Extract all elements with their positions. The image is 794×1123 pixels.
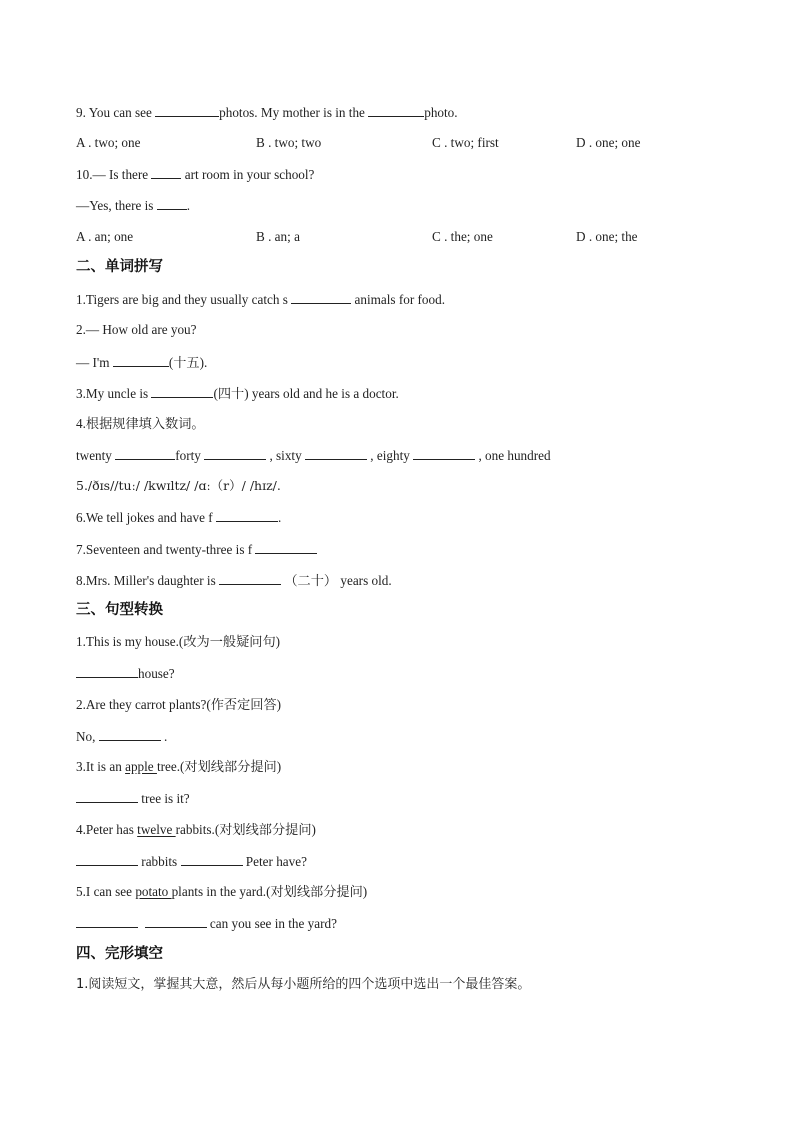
answer-blank[interactable] bbox=[145, 915, 207, 928]
spelling-item-2-question: 2.— How old are you? bbox=[76, 322, 197, 337]
transform-item-1-answer: house? bbox=[76, 665, 175, 682]
transform-item-3-answer: tree is it? bbox=[76, 790, 190, 807]
spelling-item-7: 7.Seventeen and twenty-three is f bbox=[76, 541, 317, 558]
answer-blank[interactable] bbox=[151, 166, 181, 179]
answer-blank[interactable] bbox=[76, 790, 138, 803]
spelling-item-2-answer: — I'm (十五). bbox=[76, 355, 208, 370]
question-10-stem: 10.— Is there art room in your school? bbox=[76, 167, 315, 182]
section-2-title: 二、单词拼写 bbox=[76, 259, 163, 275]
option-a[interactable]: A . two; one bbox=[76, 135, 141, 150]
answer-blank[interactable] bbox=[76, 665, 138, 678]
spelling-item-5-phonetics: 5./ðɪs//tuː/ /kwɪltz/ /ɑː（r）/ /hɪz/. bbox=[76, 478, 281, 493]
underlined-word: apple bbox=[125, 759, 157, 774]
answer-blank[interactable] bbox=[204, 447, 266, 460]
transform-item-1-question: 1.This is my house.(改为一般疑问句) bbox=[76, 634, 281, 649]
spelling-item-1: 1.Tigers are big and they usually catch s animals for food. bbox=[76, 292, 445, 307]
option-a[interactable]: A . an; one bbox=[76, 229, 134, 244]
transform-item-5-question: 5.I can see potato plants in the yard.(对划线部分提问) bbox=[76, 884, 368, 899]
transform-item-3-question: 3.It is an apple tree.(对划线部分提问) bbox=[76, 759, 282, 774]
transform-item-2-question: 2.Are they carrot plants?(作否定回答) bbox=[76, 697, 282, 712]
option-d[interactable]: D . one; one bbox=[576, 135, 641, 150]
answer-blank[interactable] bbox=[151, 385, 213, 398]
spelling-item-8: 8.Mrs. Miller's daughter is （二十） years old. bbox=[76, 573, 392, 588]
option-d[interactable]: D . one; the bbox=[576, 229, 638, 244]
cloze-instructions: 1.阅读短文，掌握其大意，然后从每小题所给的四个选项中选出一个最佳答案。 bbox=[76, 977, 531, 992]
spelling-item-4-title: 4.根据规律填入数词。 bbox=[76, 416, 205, 431]
answer-blank[interactable] bbox=[181, 853, 243, 866]
answer-blank[interactable] bbox=[305, 447, 367, 460]
section-3-title: 三、句型转换 bbox=[76, 602, 163, 618]
answer-blank[interactable] bbox=[76, 915, 138, 928]
answer-blank[interactable] bbox=[113, 354, 169, 367]
answer-blank[interactable] bbox=[216, 509, 278, 522]
answer-blank[interactable] bbox=[255, 541, 317, 554]
answer-blank[interactable] bbox=[157, 197, 187, 210]
underlined-word: potato bbox=[135, 884, 172, 899]
option-b[interactable]: B . an; a bbox=[256, 229, 300, 244]
spelling-item-4-sequence: twenty forty , sixty , eighty , one hundred bbox=[76, 448, 551, 463]
option-c[interactable]: C . two; first bbox=[432, 135, 499, 150]
answer-blank[interactable] bbox=[413, 447, 475, 460]
option-b[interactable]: B . two; two bbox=[256, 135, 322, 150]
answer-blank[interactable] bbox=[219, 572, 281, 585]
underlined-word: twelve bbox=[137, 822, 176, 837]
answer-blank[interactable] bbox=[368, 104, 424, 117]
transform-item-2-answer: No, . bbox=[76, 729, 168, 744]
question-10-reply: —Yes, there is . bbox=[76, 198, 191, 213]
answer-blank[interactable] bbox=[115, 447, 175, 460]
question-9-stem: 9. You can see photos. My mother is in the photo. bbox=[76, 105, 458, 120]
transform-item-4-question: 4.Peter has twelve rabbits.(对划线部分提问) bbox=[76, 822, 316, 837]
option-c[interactable]: C . the; one bbox=[432, 229, 493, 244]
transform-item-4-answer: rabbits Peter have? bbox=[76, 853, 307, 870]
answer-blank[interactable] bbox=[155, 104, 219, 117]
spelling-item-3: 3.My uncle is (四十) years old and he is a doctor. bbox=[76, 386, 399, 401]
answer-blank[interactable] bbox=[76, 853, 138, 866]
section-4-title: 四、完形填空 bbox=[76, 946, 163, 962]
answer-blank[interactable] bbox=[99, 728, 161, 741]
answer-blank[interactable] bbox=[291, 291, 351, 304]
spelling-item-6: 6.We tell jokes and have f . bbox=[76, 510, 282, 525]
transform-item-5-answer: can you see in the yard? bbox=[76, 915, 337, 932]
